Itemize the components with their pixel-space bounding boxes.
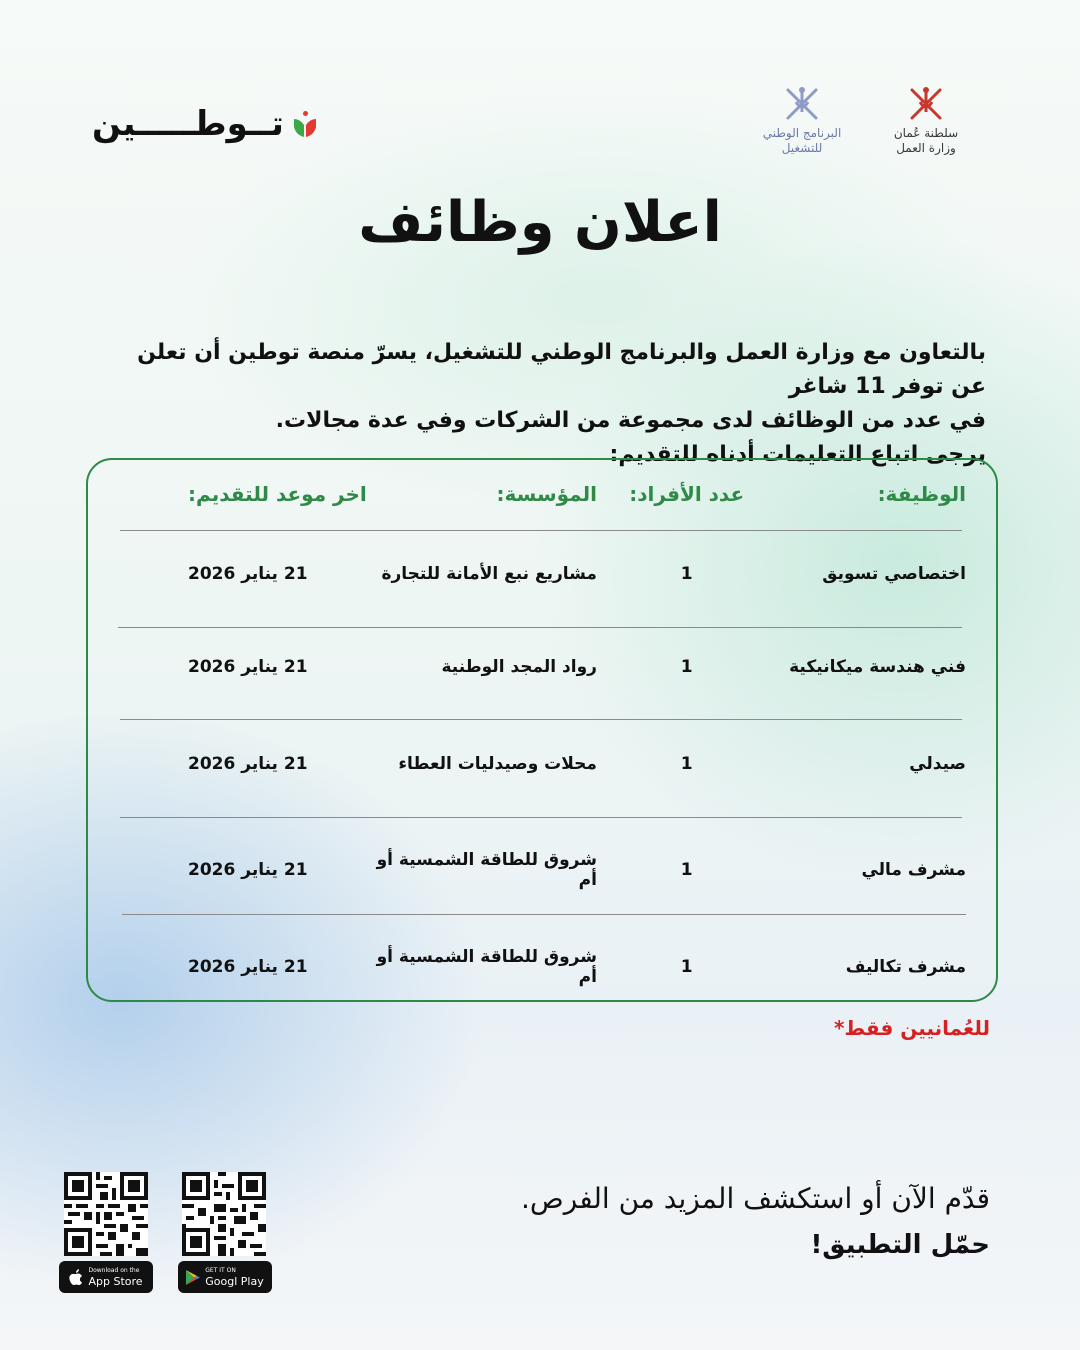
brand-mark-icon <box>290 109 320 139</box>
app-store-label: App Store <box>88 1275 143 1288</box>
oman-emblem-icon <box>904 82 948 126</box>
intro-text <box>126 336 986 472</box>
table-row <box>118 850 966 890</box>
tawteen-logo <box>92 104 320 144</box>
ministry-label: سلطنة عُمان وزارة العمل <box>893 126 959 155</box>
download-app-text: حمّل التطبيق! <box>810 1230 990 1260</box>
job-count: 1 <box>680 564 693 584</box>
table-header-row <box>118 482 966 506</box>
job-deadline: 21 يناير 2026 <box>188 657 308 677</box>
google-play-icon <box>186 1270 200 1285</box>
job-deadline: 21 يناير 2026 <box>188 754 308 774</box>
table-row <box>118 947 966 987</box>
omanis-only-note: للعُمانيين فقط* <box>833 1016 990 1040</box>
google-play-badge[interactable] <box>178 1261 272 1293</box>
ministry-of-labour-logo <box>878 82 974 156</box>
job-title: صيدلي <box>909 754 966 774</box>
divider <box>120 719 962 720</box>
app-store-badge[interactable] <box>59 1261 153 1293</box>
oman-emblem-icon <box>780 82 824 126</box>
job-deadline: 21 يناير 2026 <box>188 564 308 584</box>
apple-icon <box>69 1269 83 1285</box>
job-title: مشرف تكاليف <box>845 957 966 977</box>
google-play-qr-code[interactable] <box>182 1172 266 1256</box>
national-employment-program-logo <box>754 82 850 156</box>
job-org: رواد المجد الوطنية <box>441 657 597 677</box>
brand-name: تــوطـــــين <box>92 104 284 144</box>
job-title: اختصاصي تسويق <box>822 564 966 584</box>
header-job: الوظيفة: <box>877 482 966 506</box>
table-row <box>118 754 966 774</box>
google-play-small-label: GET IT ON <box>205 1267 236 1274</box>
job-deadline: 21 يناير 2026 <box>188 860 308 880</box>
intro-line: في عدد من الوظائف لدى مجموعة من الشركات وفي عدة مجالات. <box>275 408 986 433</box>
app-store-qr-code[interactable] <box>64 1172 148 1256</box>
header-count: عدد الأفراد: <box>629 482 745 506</box>
job-count: 1 <box>680 957 693 977</box>
job-count: 1 <box>680 754 693 774</box>
divider <box>120 817 962 818</box>
header-deadline: اخر موعد للتقديم: <box>188 482 367 506</box>
job-title: فني هندسة ميكانيكية <box>789 657 966 677</box>
job-org: شروق للطاقة الشمسية أو أم <box>376 947 597 987</box>
program-label: البرنامج الوطني للتشغيل <box>762 126 842 155</box>
divider <box>122 914 966 915</box>
intro-line: بالتعاون مع وزارة العمل والبرنامج الوطني للتشغيل، يسرّ منصة توطين أن تعلن عن توفر 11 شاغر <box>137 340 986 399</box>
job-org: مشاريع نبع الأمانة للتجارة <box>381 564 597 584</box>
cta-text: قدّم الآن أو استكشف المزيد من الفرص. <box>521 1182 990 1215</box>
jobs-table <box>86 458 998 1002</box>
job-count: 1 <box>680 860 693 880</box>
header-org: المؤسسة: <box>496 482 597 506</box>
google-play-label: Googl Play <box>205 1275 264 1288</box>
job-org: شروق للطاقة الشمسية أو أم <box>376 850 597 890</box>
divider <box>118 627 962 628</box>
intro-line: يرجى اتباع التعليمات أدناه للتقديم: <box>609 442 986 467</box>
job-deadline: 21 يناير 2026 <box>188 957 308 977</box>
job-org: محلات وصيدليات العطاء <box>398 754 597 774</box>
job-title: مشرف مالي <box>861 860 966 880</box>
job-count: 1 <box>680 657 693 677</box>
table-row <box>118 657 966 677</box>
table-row <box>118 564 966 584</box>
app-store-small-label: Download on the <box>88 1267 140 1274</box>
page-title: اعلان وظائف <box>358 190 722 255</box>
divider <box>120 530 962 531</box>
gov-logos <box>754 82 974 156</box>
